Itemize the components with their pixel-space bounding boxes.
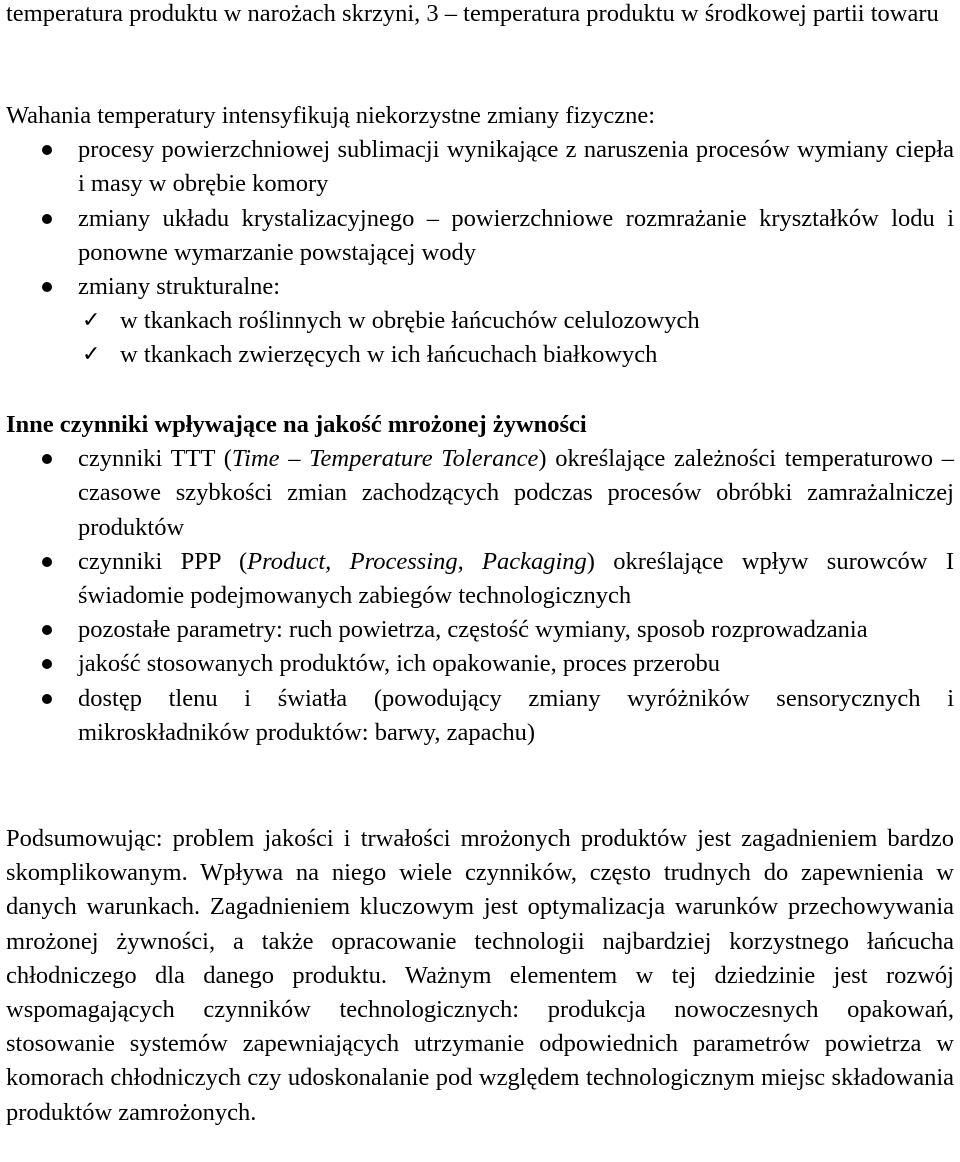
section1-lead: Wahania temperatury intensyfikują niekorzystne zmiany fizyczne: <box>6 102 656 129</box>
section-temperature-fluctuations <box>6 99 954 373</box>
structural-changes-sublist <box>78 304 954 372</box>
list-item: czynniki PPP (Product, Processing, Packaging) określające wpływ surowców I świadomie podejmowanych zabiegów technologicznych <box>6 545 954 613</box>
list-item: zmiany strukturalne: ✓ w tkankach roślinnych w obrębie łańcuchów celulozowych ✓ w tkankach zwierzęcych w ich łańcuchach białkowych <box>6 270 954 373</box>
section-other-factors <box>6 408 954 750</box>
list-item: dostęp tlenu i światła (powodujący zmiany wyróżników sensorycznych i mikroskładników produktów: barwy, zapachu) <box>6 682 954 750</box>
section2-bullet-list <box>6 442 954 750</box>
checkmark-icon: ✓ <box>82 342 101 368</box>
section1-bullet-list <box>6 133 954 372</box>
summary-paragraph: Podsumowując: problem jakości i trwałości mrożonych produktów jest zagadnieniem bardzo skomplikowanym. Wpływa na niego wiele czynników, często trudnych do zapewnienia w danych warunkach. Zagadnieniem kluczowym jest optymalizacja warunków przechowywania mrożonej żywności, a także opracowanie technologii najbardziej korzystnego łańcucha chłodniczego dla danego produktu. Ważnym elementem w tej dziedzinie jest rozwój wspomagających czynników technologicznych: produkcja nowoczesnych opakowań, stosowanie systemów zapewniających utrzymanie odpowiednich parametrów powietrza w komorach chłodniczych czy udoskonalanie pod względem technologicznym miejsc składowania produktów zamrożonych. <box>6 825 954 1126</box>
list-item: czynniki TTT (Time – Temperature Tolerance) określające zależności temperaturowo – czasowe szybkości zmian zachodzących podczas procesów obróbki zamrażalniczej produktów <box>6 442 954 545</box>
list-item: zmiany układu krystalizacyjnego – powierzchniowe rozmrażanie kryształków lodu i ponowne wymarzanie powstającej wody <box>6 202 954 270</box>
sublist-item: ✓ w tkankach zwierzęcych w ich łańcuchach białkowych <box>78 338 954 372</box>
list-item: jakość stosowanych produktów, ich opakowanie, proces przerobu <box>6 647 954 681</box>
section-summary <box>6 822 954 1130</box>
sublist-item: ✓ w tkankach roślinnych w obrębie łańcuchów celulozowych <box>78 304 954 338</box>
section2-heading: Inne czynniki wpływające na jakość mrożonej żywności <box>6 411 587 438</box>
list-item: procesy powierzchniowej sublimacji wynikające z naruszenia procesów wymiany ciepła i masy w obrębie komory <box>6 133 954 201</box>
list-item: pozostałe parametry: ruch powietrza, częstość wymiany, sposob rozprowadzania <box>6 613 954 647</box>
intro-fragment: temperatura produktu w narożach skrzyni, 3 – temperatura produktu w środkowej partii towaru <box>6 0 939 27</box>
checkmark-icon: ✓ <box>82 308 101 334</box>
